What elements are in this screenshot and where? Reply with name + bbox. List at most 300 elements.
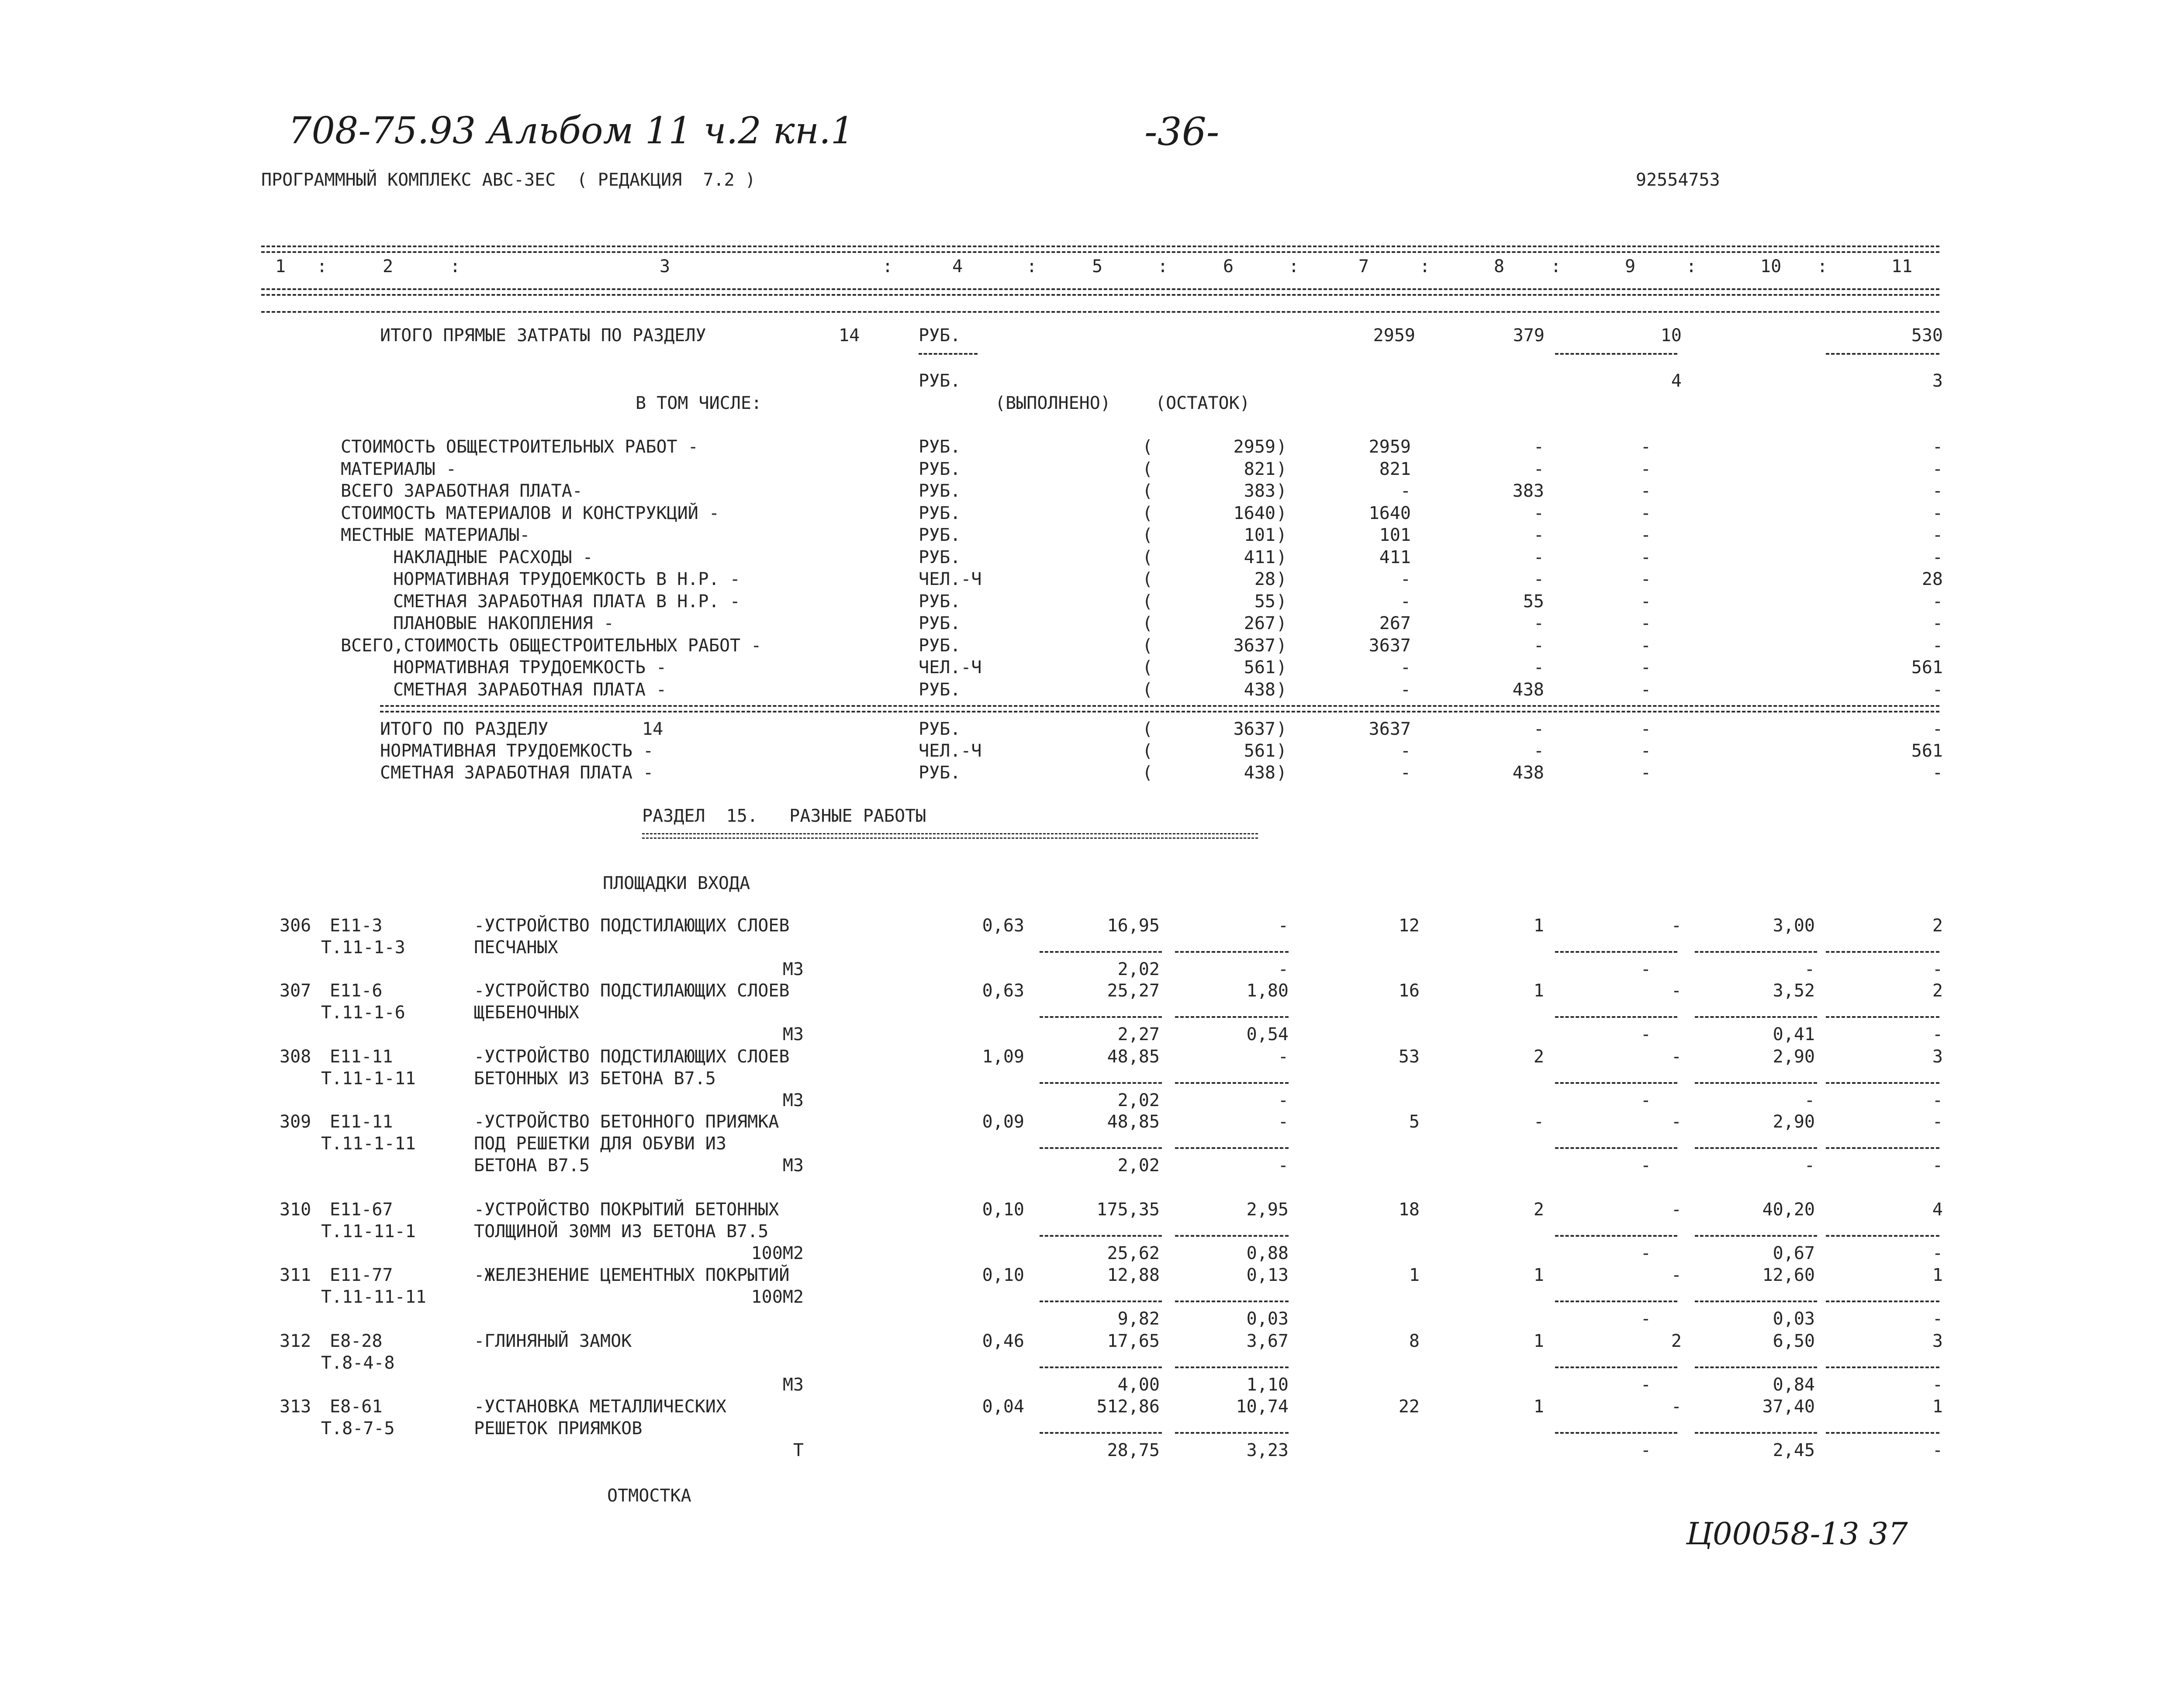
bracket: ) <box>1276 635 1287 656</box>
item-reference: Т.11-1-11 <box>321 1134 416 1154</box>
breakdown-c8: 55 <box>1523 591 1544 612</box>
item-quantity: 0,04 <box>982 1397 1024 1417</box>
item-code: Е11-3 <box>330 916 383 936</box>
breakdown-c11: - <box>1932 525 1943 545</box>
header-rule-top <box>261 246 1939 247</box>
breakdown-c9: - <box>1640 525 1651 545</box>
item-code: Е8-28 <box>330 1331 383 1351</box>
section-total-c11: - <box>1932 763 1943 783</box>
item-c9-sub: - <box>1640 1024 1651 1045</box>
item-number: 309 <box>280 1112 311 1132</box>
item-c5: 16,95 <box>1107 916 1160 936</box>
breakdown-unit: РУБ. <box>919 459 961 479</box>
item-reference: Т.8-4-8 <box>321 1353 395 1373</box>
item-c9-sub: - <box>1640 1375 1651 1395</box>
column-number: 5 <box>1092 256 1103 277</box>
bracket: ) <box>1276 525 1287 545</box>
item-rule <box>1695 951 1817 953</box>
section-title: РАЗДЕЛ 15. РАЗНЫЕ РАБОТЫ <box>642 806 926 826</box>
breakdown-c9: - <box>1640 679 1651 700</box>
item-c8: - <box>1533 1112 1544 1132</box>
next-subsection-title: ОТМОСТКА <box>607 1486 691 1506</box>
item-code: Е8-61 <box>330 1397 383 1417</box>
breakdown-done: 267 <box>1244 613 1275 633</box>
section-total-c8: - <box>1533 719 1544 739</box>
breakdown-label: СТОИМОСТЬ ОБЩЕСТРОИТЕЛЬНЫХ РАБОТ - <box>341 437 698 457</box>
item-c11-sub: - <box>1932 1243 1943 1263</box>
document-code: 92554753 <box>1636 170 1720 190</box>
column-number: 7 <box>1358 256 1369 277</box>
item-c6: 10,74 <box>1236 1397 1289 1417</box>
item-quantity: 0,63 <box>982 916 1024 936</box>
breakdown-done: 561 <box>1244 657 1275 678</box>
item-description: БЕТОНА В7.5 <box>474 1155 590 1176</box>
item-description: -ЖЕЛЕЗНЕНИЕ ЦЕМЕНТНЫХ ПОКРЫТИЙ <box>474 1265 790 1285</box>
item-c11-sub: - <box>1932 1375 1943 1395</box>
item-reference: Т.11-1-11 <box>321 1069 416 1089</box>
item-reference: Т.11-1-6 <box>321 1003 405 1023</box>
breakdown-done: 2959 <box>1233 437 1275 457</box>
item-c5-sub: 2,27 <box>1117 1024 1160 1045</box>
breakdown-c11: - <box>1932 591 1943 612</box>
item-quantity: 0,10 <box>982 1265 1024 1285</box>
bracket: ) <box>1276 657 1287 678</box>
breakdown-label: СТОИМОСТЬ МАТЕРИАЛОВ И КОНСТРУКЦИЙ - <box>341 503 719 523</box>
breakdown-c11: - <box>1932 503 1943 523</box>
bracket: ) <box>1276 437 1287 457</box>
section-total-done: 438 <box>1244 763 1275 783</box>
item-description: ПОД РЕШЕТКИ ДЛЯ ОБУВИ ИЗ <box>474 1134 726 1154</box>
breakdown-label: СМЕТНАЯ ЗАРАБОТНАЯ ПЛАТА - <box>393 679 667 700</box>
item-rule <box>1555 1147 1677 1149</box>
breakdown-label: ПЛАНОВЫЕ НАКОПЛЕНИЯ - <box>393 613 614 633</box>
item-rule <box>1695 1366 1817 1368</box>
item-c5: 512,86 <box>1096 1397 1160 1417</box>
section-total-unit: ЧЕЛ.-Ч <box>919 741 982 761</box>
breakdown-unit: РУБ. <box>919 591 961 612</box>
direct-costs-section: 14 <box>839 325 860 346</box>
item-c6-sub: 1,10 <box>1246 1375 1289 1395</box>
item-description: -УСТРОЙСТВО БЕТОННОГО ПРИЯМКА <box>474 1112 779 1132</box>
item-rule <box>1555 1301 1677 1302</box>
breakdown-c9: - <box>1640 613 1651 633</box>
item-code: Е11-67 <box>330 1200 393 1220</box>
breakdown-c7: 267 <box>1379 613 1411 633</box>
item-c6-sub: - <box>1278 1090 1289 1110</box>
breakdown-c8: 438 <box>1512 679 1544 700</box>
item-rule <box>1826 1432 1939 1434</box>
breakdown-label: ВСЕГО,СТОИМОСТЬ ОБЩЕСТРОИТЕЛЬНЫХ РАБОТ - <box>341 635 762 656</box>
section-total-unit: РУБ. <box>919 763 961 783</box>
breakdown-c11: - <box>1932 613 1943 633</box>
breakdown-c9: - <box>1640 437 1651 457</box>
section-title-underline-2 <box>642 837 1258 839</box>
breakdown-c9: - <box>1640 481 1651 501</box>
bracket: ) <box>1276 481 1287 501</box>
item-rule <box>1826 1016 1939 1018</box>
breakdown-c11: 28 <box>1921 569 1943 589</box>
breakdown-c7: 411 <box>1379 547 1411 567</box>
bracket: ) <box>1276 591 1287 612</box>
bracket: ( <box>1142 569 1153 589</box>
c9-underline <box>1555 353 1677 355</box>
item-c6: 3,67 <box>1246 1331 1289 1351</box>
breakdown-c8: - <box>1533 547 1544 567</box>
column-number: 8 <box>1494 256 1505 277</box>
item-rule <box>1826 1147 1939 1149</box>
item-c7: 16 <box>1398 981 1420 1001</box>
bracket: ) <box>1276 503 1287 523</box>
column-separator: : <box>1686 256 1697 277</box>
bracket: ( <box>1142 613 1153 633</box>
bracket: ( <box>1142 525 1153 545</box>
breakdown-c8: - <box>1533 613 1544 633</box>
item-rule <box>1040 1235 1162 1237</box>
item-rule <box>1695 1016 1817 1018</box>
item-rule <box>1040 1147 1162 1149</box>
item-c11-sub: - <box>1932 959 1943 979</box>
breakdown-rule <box>380 705 1939 707</box>
item-c9-sub: - <box>1640 1155 1651 1176</box>
item-rule <box>1555 1432 1677 1434</box>
item-c6-sub: 3,23 <box>1246 1440 1289 1460</box>
item-rule <box>1175 951 1289 953</box>
item-c9: - <box>1671 916 1682 936</box>
breakdown-done: 55 <box>1254 591 1275 612</box>
item-rule <box>1175 1366 1289 1368</box>
item-rule <box>1175 1082 1289 1084</box>
item-c11: 1 <box>1932 1397 1943 1417</box>
item-unit: 100М2 <box>751 1243 804 1263</box>
bracket: ) <box>1276 763 1287 783</box>
item-c8: 1 <box>1533 1397 1544 1417</box>
column-number: 2 <box>383 256 394 277</box>
item-c5: 12,88 <box>1107 1265 1160 1285</box>
item-c10-sub: 2,45 <box>1773 1440 1815 1460</box>
item-unit: М3 <box>782 1155 804 1176</box>
breakdown-c7: - <box>1400 591 1411 612</box>
section-total-done: 561 <box>1244 741 1275 761</box>
direct-costs-c7: 2959 <box>1373 325 1415 346</box>
item-c10-sub: - <box>1804 1090 1815 1110</box>
item-c6: 2,95 <box>1246 1200 1289 1220</box>
section-total-c9: - <box>1640 719 1651 739</box>
breakdown-c7: 1640 <box>1368 503 1411 523</box>
item-rule <box>1695 1301 1817 1302</box>
item-c5-sub: 4,00 <box>1117 1375 1160 1395</box>
item-c5-sub: 2,02 <box>1117 1155 1160 1176</box>
breakdown-c9: - <box>1640 635 1651 656</box>
item-description: БЕТОННЫХ ИЗ БЕТОНА В7.5 <box>474 1069 716 1089</box>
item-c10-sub: 0,41 <box>1773 1024 1815 1045</box>
breakdown-c9: - <box>1640 459 1651 479</box>
item-c10-sub: - <box>1804 1155 1815 1176</box>
bracket: ( <box>1142 437 1153 457</box>
breakdown-done: 1640 <box>1233 503 1275 523</box>
item-c9: - <box>1671 981 1682 1001</box>
column-number: 6 <box>1223 256 1234 277</box>
handwritten-page-number: -36- <box>1144 109 1220 154</box>
column-number: 4 <box>952 256 963 277</box>
item-c11: 2 <box>1932 916 1943 936</box>
column-separator: : <box>1551 256 1562 277</box>
item-c9: - <box>1671 1047 1682 1067</box>
item-c9-sub: - <box>1640 1090 1651 1110</box>
item-reference: Т.11-11-11 <box>321 1287 426 1307</box>
breakdown-c8: - <box>1533 459 1544 479</box>
breakdown-c11: - <box>1932 679 1943 700</box>
direct-costs-c8: 379 <box>1513 325 1545 346</box>
item-c5: 48,85 <box>1107 1112 1160 1132</box>
item-c6-sub: 0,54 <box>1246 1024 1289 1045</box>
item-code: Е11-11 <box>330 1112 393 1132</box>
item-unit: М3 <box>782 959 804 979</box>
breakdown-done: 821 <box>1244 459 1275 479</box>
breakdown-c11: - <box>1932 437 1943 457</box>
bracket: ) <box>1276 679 1287 700</box>
item-c9: 2 <box>1671 1331 1682 1351</box>
item-c9: - <box>1671 1265 1682 1285</box>
item-description: ПЕСЧАНЫХ <box>474 937 558 958</box>
item-description: РЕШЕТОК ПРИЯМКОВ <box>474 1418 643 1439</box>
item-rule <box>1826 951 1939 953</box>
breakdown-c11: 561 <box>1911 657 1943 678</box>
breakdown-c8: 383 <box>1512 481 1544 501</box>
item-c10: 37,40 <box>1762 1397 1815 1417</box>
item-rule <box>1826 1082 1939 1084</box>
section-total-c11: 561 <box>1911 741 1943 761</box>
item-description: ТОЛЩИНОЙ 30ММ ИЗ БЕТОНА В7.5 <box>474 1221 769 1242</box>
breakdown-c7: 101 <box>1379 525 1411 545</box>
bracket: ( <box>1142 547 1153 567</box>
item-unit: М3 <box>782 1024 804 1045</box>
item-rule <box>1555 1016 1677 1018</box>
item-rule <box>1555 1082 1677 1084</box>
item-rule <box>1175 1147 1289 1149</box>
bracket: ( <box>1142 481 1153 501</box>
section-total-label: ИТОГО ПО РАЗДЕЛУ <box>380 719 549 739</box>
item-number: 308 <box>280 1047 311 1067</box>
item-code: Е11-6 <box>330 981 383 1001</box>
item-c6: 1,80 <box>1246 981 1289 1001</box>
item-rule <box>1175 1301 1289 1302</box>
item-c7: 12 <box>1398 916 1420 936</box>
item-c11-sub: - <box>1932 1024 1943 1045</box>
bracket: ( <box>1142 657 1153 678</box>
item-c6: - <box>1278 916 1289 936</box>
item-quantity: 1,09 <box>982 1047 1024 1067</box>
bracket: ( <box>1142 635 1153 656</box>
breakdown-c9: - <box>1640 591 1651 612</box>
breakdown-c11: - <box>1932 547 1943 567</box>
column-separator: : <box>1158 256 1168 277</box>
header-rule-bottom-3 <box>261 311 1939 313</box>
item-c10: 2,90 <box>1773 1112 1815 1132</box>
item-rule <box>1555 1366 1677 1368</box>
breakdown-unit: РУБ. <box>919 503 961 523</box>
item-c5-sub: 9,82 <box>1117 1309 1160 1329</box>
item-quantity: 0,46 <box>982 1331 1024 1351</box>
item-c9: - <box>1671 1397 1682 1417</box>
item-c10: 3,52 <box>1773 981 1815 1001</box>
breakdown-c7: - <box>1400 657 1411 678</box>
item-quantity: 0,63 <box>982 981 1024 1001</box>
item-c6-sub: - <box>1278 959 1289 979</box>
breakdown-c7: - <box>1400 679 1411 700</box>
item-c5-sub: 2,02 <box>1117 959 1160 979</box>
item-c7: 18 <box>1398 1200 1420 1220</box>
item-rule <box>1555 951 1677 953</box>
direct-costs-c9: 10 <box>1660 325 1682 346</box>
item-c11: 3 <box>1932 1331 1943 1351</box>
breakdown-unit: РУБ. <box>919 481 961 501</box>
breakdown-c9: - <box>1640 547 1651 567</box>
direct-costs-label: ИТОГО ПРЯМЫЕ ЗАТРАТЫ ПО РАЗДЕЛУ <box>380 325 706 346</box>
breakdown-c7: 2959 <box>1368 437 1411 457</box>
section-total-c7: - <box>1400 763 1411 783</box>
item-c9-sub: - <box>1640 1243 1651 1263</box>
header-rule-top-2 <box>261 251 1939 253</box>
item-c10: 12,60 <box>1762 1265 1815 1285</box>
breakdown-unit: ЧЕЛ.-Ч <box>919 569 982 589</box>
section-total-number: 14 <box>642 719 663 739</box>
item-rule <box>1040 1082 1162 1084</box>
breakdown-c9: - <box>1640 503 1651 523</box>
breakdown-c7: 3637 <box>1368 635 1411 656</box>
item-rule <box>1826 1235 1939 1237</box>
item-rule <box>1175 1235 1289 1237</box>
item-unit: Т <box>793 1440 804 1460</box>
breakdown-label: МАТЕРИАЛЫ - <box>341 459 456 479</box>
breakdown-unit: РУБ. <box>919 547 961 567</box>
breakdown-c8: - <box>1533 525 1544 545</box>
item-c10-sub: 0,84 <box>1773 1375 1815 1395</box>
breakdown-done: 438 <box>1244 679 1275 700</box>
item-c10-sub: 0,67 <box>1773 1243 1815 1263</box>
item-c5: 17,65 <box>1107 1331 1160 1351</box>
item-rule <box>1040 1016 1162 1018</box>
direct-costs-c11: 530 <box>1911 325 1943 346</box>
section-total-c7: - <box>1400 741 1411 761</box>
item-number: 310 <box>280 1200 311 1220</box>
breakdown-c8: - <box>1533 569 1544 589</box>
breakdown-unit: РУБ. <box>919 613 961 633</box>
second-line-c11: 3 <box>1932 371 1943 391</box>
bracket: ( <box>1142 719 1153 739</box>
item-c7: 5 <box>1409 1112 1420 1132</box>
column-separator: : <box>450 256 461 277</box>
item-c6-sub: 0,03 <box>1246 1309 1289 1329</box>
item-number: 306 <box>280 916 311 936</box>
breakdown-c9: - <box>1640 657 1651 678</box>
section-total-c9: - <box>1640 763 1651 783</box>
breakdown-unit: РУБ. <box>919 635 961 656</box>
item-number: 312 <box>280 1331 311 1351</box>
section-title-underline <box>642 833 1258 834</box>
item-c6-sub: - <box>1278 1155 1289 1176</box>
item-c5-sub: 2,02 <box>1117 1090 1160 1110</box>
breakdown-rule-2 <box>380 711 1939 713</box>
bracket: ) <box>1276 459 1287 479</box>
breakdown-done: 411 <box>1244 547 1275 567</box>
item-rule <box>1040 951 1162 953</box>
item-c5: 25,27 <box>1107 981 1160 1001</box>
breakdown-label: МЕСТНЫЕ МАТЕРИАЛЫ- <box>341 525 530 545</box>
item-c11-sub: - <box>1932 1155 1943 1176</box>
item-description: -УСТРОЙСТВО ПОДСТИЛАЮЩИХ СЛОЕВ <box>474 981 790 1001</box>
item-c11: 1 <box>1932 1265 1943 1285</box>
bracket: ( <box>1142 503 1153 523</box>
item-c8: 2 <box>1533 1047 1544 1067</box>
item-rule <box>1695 1147 1817 1149</box>
item-description: -УСТАНОВКА МЕТАЛЛИЧЕСКИХ <box>474 1397 726 1417</box>
breakdown-label: НАКЛАДНЫЕ РАСХОДЫ - <box>393 547 593 567</box>
item-code: Е11-11 <box>330 1047 393 1067</box>
bracket: ) <box>1276 741 1287 761</box>
column-number: 9 <box>1625 256 1636 277</box>
item-c8: 1 <box>1533 1265 1544 1285</box>
section-total-label: НОРМАТИВНАЯ ТРУДОЕМКОСТЬ - <box>380 741 654 761</box>
item-c11-sub: - <box>1932 1309 1943 1329</box>
breakdown-done: 28 <box>1254 569 1275 589</box>
breakdown-c7: 821 <box>1379 459 1411 479</box>
item-code: Е11-77 <box>330 1265 393 1285</box>
breakdown-label: ВСЕГО ЗАРАБОТНАЯ ПЛАТА- <box>341 481 583 501</box>
item-rule <box>1695 1082 1817 1084</box>
item-number: 307 <box>280 981 311 1001</box>
breakdown-done: 101 <box>1244 525 1275 545</box>
column-separator: : <box>1817 256 1828 277</box>
section-total-label: СМЕТНАЯ ЗАРАБОТНАЯ ПЛАТА - <box>380 763 654 783</box>
item-c9-sub: - <box>1640 1440 1651 1460</box>
item-description: -УСТРОЙСТВО ПОДСТИЛАЮЩИХ СЛОЕВ <box>474 916 790 936</box>
item-c11: 3 <box>1932 1047 1943 1067</box>
item-c11: 4 <box>1932 1200 1943 1220</box>
item-c9-sub: - <box>1640 1309 1651 1329</box>
rest-label: (ОСТАТОК) <box>1155 393 1250 413</box>
item-unit: М3 <box>782 1090 804 1110</box>
item-c6: 0,13 <box>1246 1265 1289 1285</box>
column-separator: : <box>317 256 328 277</box>
column-number: 1 <box>275 256 286 277</box>
item-c7: 22 <box>1398 1397 1420 1417</box>
item-rule <box>1826 1301 1939 1302</box>
bracket: ( <box>1142 763 1153 783</box>
direct-costs-unit: РУБ. <box>919 325 961 346</box>
bracket: ( <box>1142 679 1153 700</box>
handwritten-album-ref: 708-75.93 Альбом 11 ч.2 кн.1 <box>288 109 854 152</box>
column-number: 11 <box>1891 256 1913 277</box>
bracket: ( <box>1142 459 1153 479</box>
item-c8: 1 <box>1533 981 1544 1001</box>
item-c8: 1 <box>1533 1331 1544 1351</box>
item-c10-sub: - <box>1804 959 1815 979</box>
breakdown-label: СМЕТНАЯ ЗАРАБОТНАЯ ПЛАТА В Н.Р. - <box>393 591 740 612</box>
item-rule <box>1040 1366 1162 1368</box>
item-c5-sub: 28,75 <box>1107 1440 1160 1460</box>
breakdown-done: 3637 <box>1233 635 1275 656</box>
second-line-unit: РУБ. <box>919 371 961 391</box>
item-c11: 2 <box>1932 981 1943 1001</box>
item-rule <box>1695 1432 1817 1434</box>
item-c6: - <box>1278 1112 1289 1132</box>
item-c10: 40,20 <box>1762 1200 1815 1220</box>
item-reference: Т.11-11-1 <box>321 1221 416 1242</box>
item-c5: 48,85 <box>1107 1047 1160 1067</box>
bracket: ) <box>1276 613 1287 633</box>
breakdown-c8: - <box>1533 437 1544 457</box>
item-c8: 1 <box>1533 916 1544 936</box>
